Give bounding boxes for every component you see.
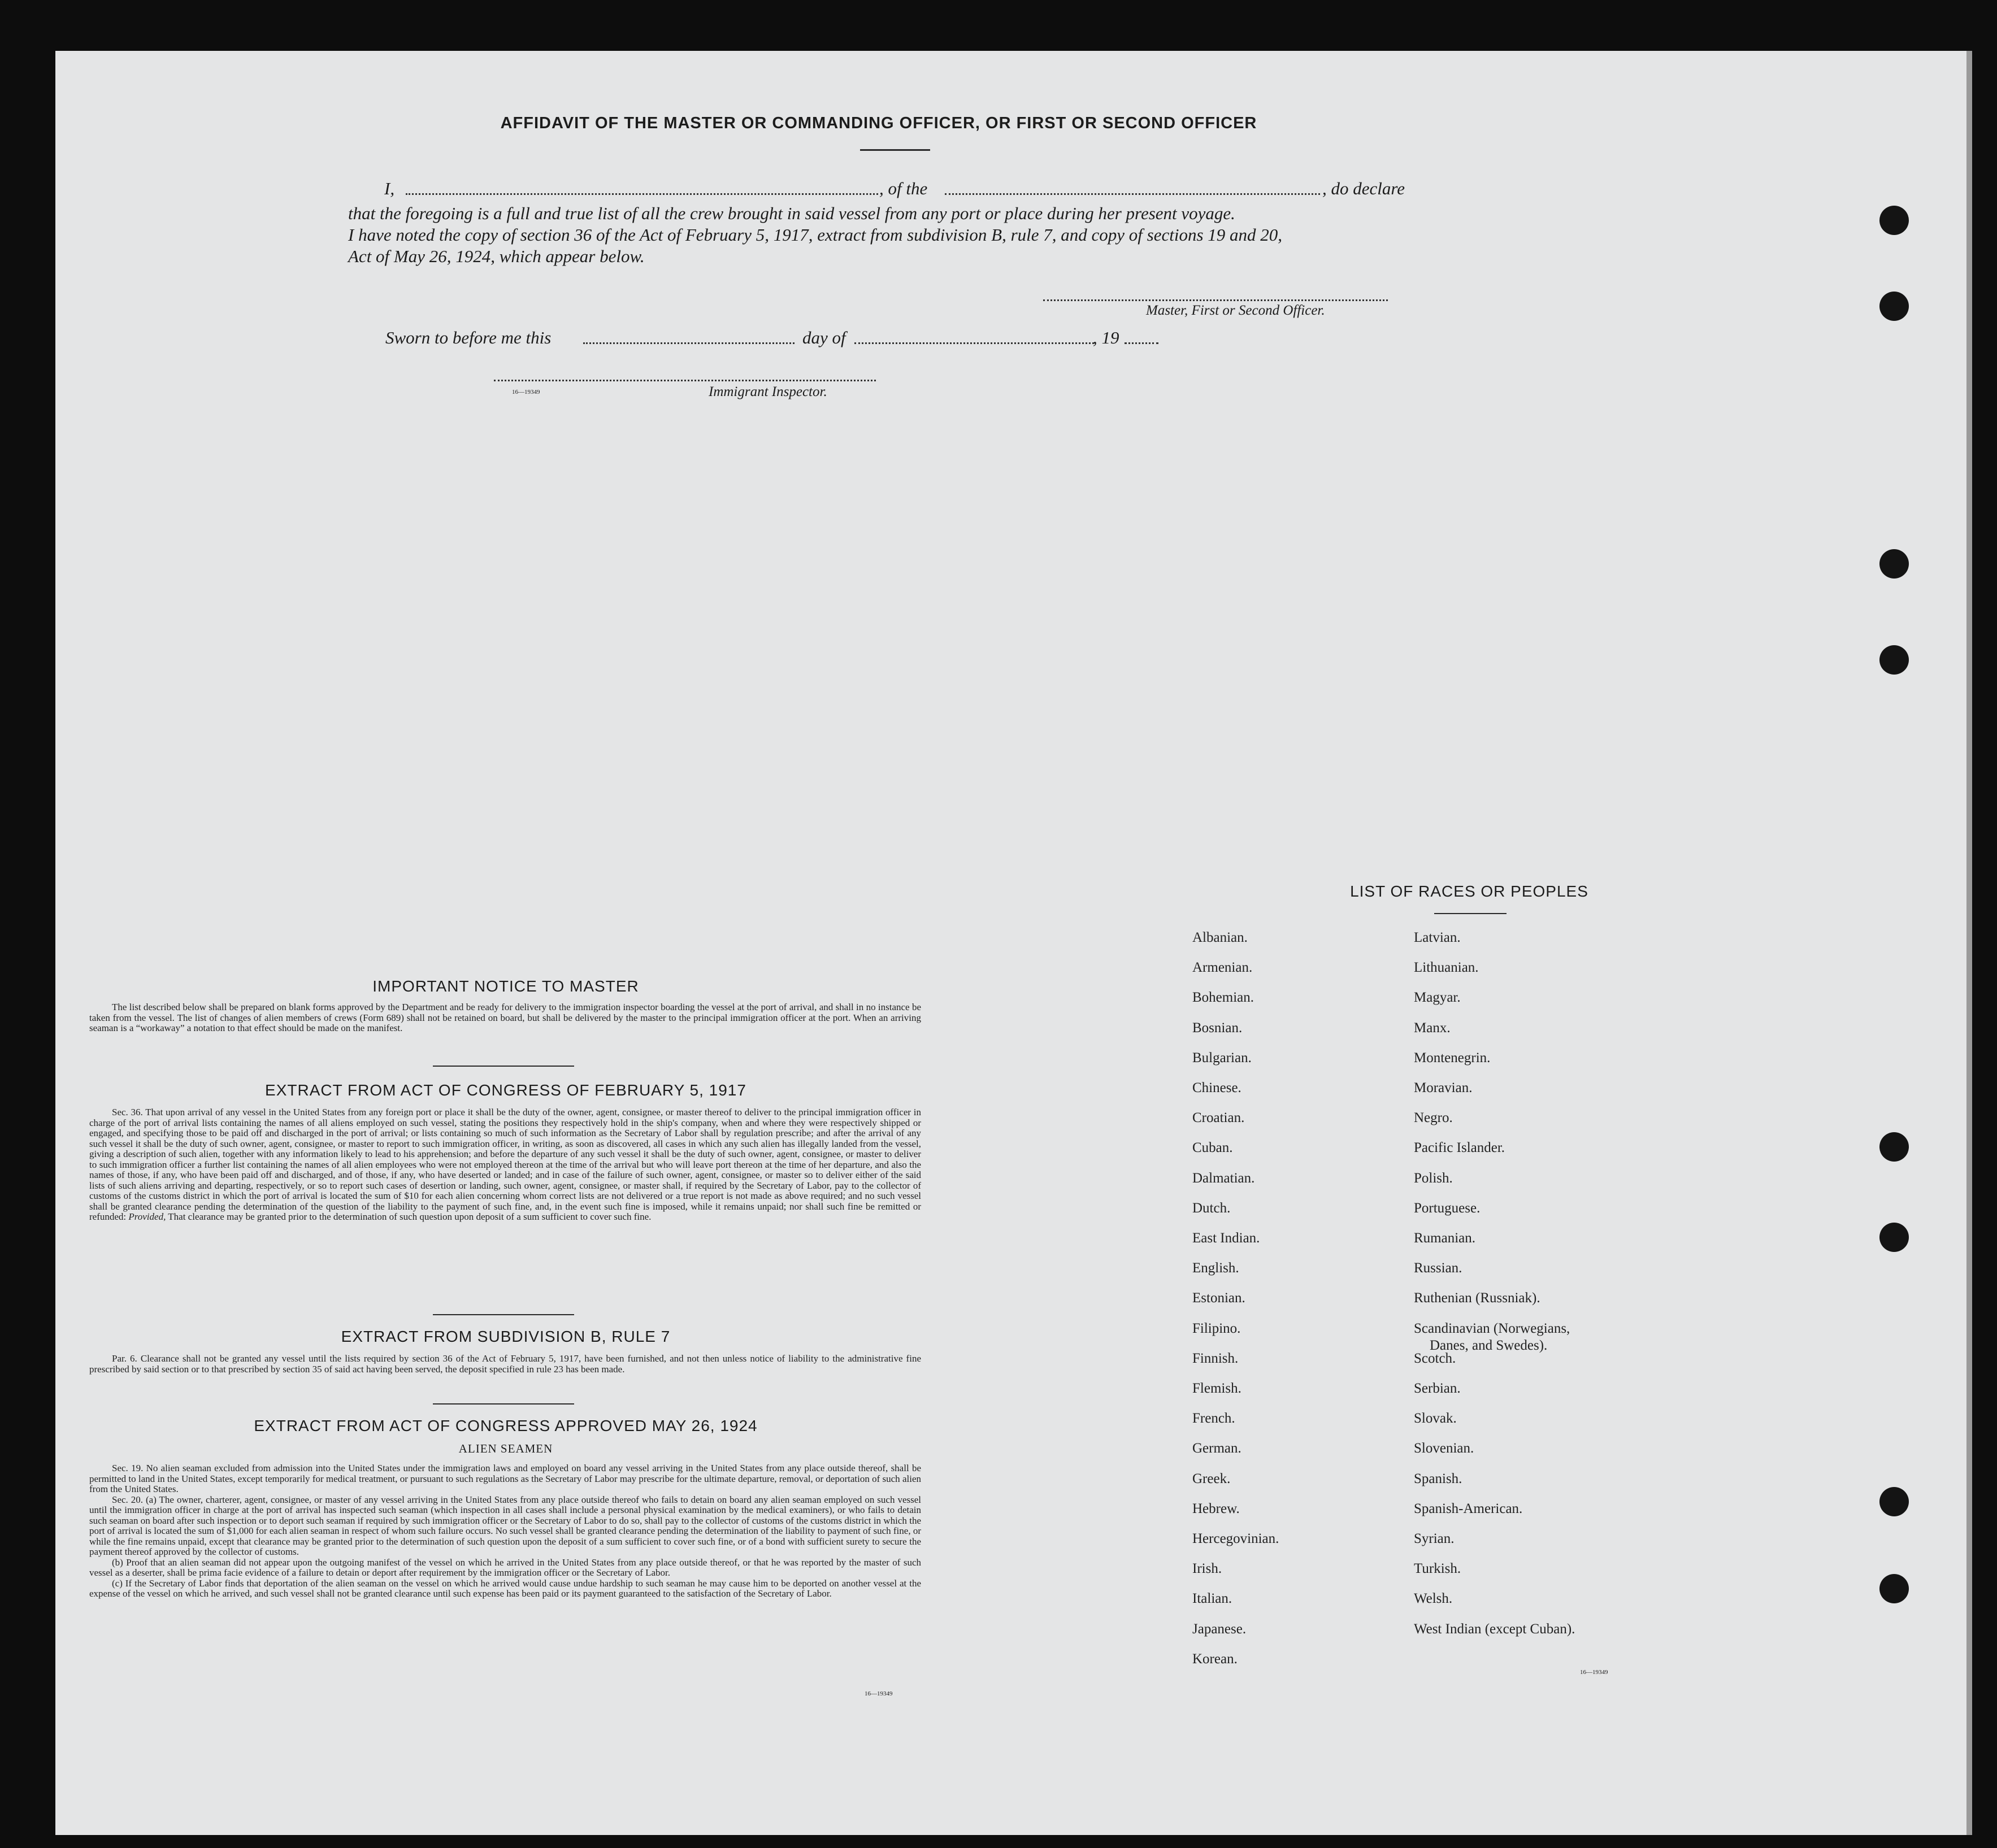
- binder-hole-icon: [1879, 1132, 1909, 1162]
- race-item: Danes, and Swedes).: [1430, 1337, 1548, 1353]
- affidavit-statement: that the foregoing is a full and true list of all the crew brought in said vessel from any port or place during her present voyage.: [348, 203, 1235, 223]
- race-item: Finnish.: [1192, 1350, 1239, 1366]
- section-divider: [433, 1403, 574, 1405]
- race-item: Syrian.: [1414, 1531, 1455, 1546]
- race-item: Rumanian.: [1414, 1230, 1476, 1246]
- race-item: Hebrew.: [1192, 1501, 1240, 1516]
- race-item: Scotch.: [1414, 1350, 1456, 1366]
- race-item: Japanese.: [1192, 1621, 1247, 1637]
- race-item: Polish.: [1414, 1170, 1453, 1186]
- race-item: Moravian.: [1414, 1080, 1473, 1095]
- binder-hole-icon: [1879, 645, 1909, 675]
- sec-20c-paragraph: (c) If the Secretary of Labor finds that deportation of the alien seaman on the vessel on which he arrived would cause undue hardship to such seaman he may cause him to be deported on another vessel at the expense of the vessel on which he arrived, and such vessel shall not be granted clearance until such expense has been paid or its payment guaranteed to the satisfaction of the Secretary of Labor.: [89, 1577, 921, 1599]
- race-item: Hercegovinian.: [1192, 1531, 1279, 1546]
- sec-36-body: That upon arrival of any vessel in the United States from any foreign port or place it shall be the duty of the owner, agent, consignee, or master thereof to deliver to the principal immigration officer in charge of the port of arrival lists containing the names of all aliens employed on such vessel, stating the positions they respectively hold in the ship's company, when and where they were respectively shipped or engaged, and specifying those to be paid off and discharged in the port of arrival; or lists containing so much of such information as the Secretary of Labor shall by regulation prescribe; and after the arrival of any such vessel it shall be the duty of such owner, agent, consignee, or master to report to such immigration officer, in writing, as soon as discovered, all cases in which any such alien has illegally landed from the vessel, giving a description of such alien, together with any information likely to lead to his apprehension; and before the departure of any such vessel it shall be the duty of such owner, agent, consignee, or master to deliver to such immigration officer a further list containing the names of all alien employees who were not employed thereon at the time of the arrival but who will leave port thereon at the time of her departure, and also the names of those, if any, who have been paid off and discharged, and of those, if any, who have deserted or landed; and in case of the failure of such owner, agent, consignee, or master so to deliver either of the said lists of such aliens arriving and departing, respectively, or so to report such cases of desertion or landing, such owner, agent, consignee, or master shall, if required by the Secretary of Labor, pay to the collector of customs of the customs district in which the port of arrival is located the sum of $10 for each alien concerning whom correct lists are not delivered or a true report is not made as above required; and no such vessel shall be granted clearance pending the determination of the question of the liability to the payment of such fine, and, in the event such fine is imposed, while it remains unpaid; nor shall such fine be remitted or refunded:: [89, 1107, 921, 1222]
- race-item: Spanish.: [1414, 1471, 1462, 1486]
- race-item: French.: [1192, 1411, 1235, 1427]
- race-item: Croatian.: [1192, 1110, 1245, 1126]
- race-item: Filipino.: [1192, 1320, 1241, 1336]
- binder-hole-icon: [1879, 206, 1909, 235]
- race-item: Portuguese.: [1414, 1200, 1481, 1216]
- race-item: Flemish.: [1192, 1381, 1241, 1396]
- race-item: Albanian.: [1192, 930, 1248, 945]
- binder-hole-icon: [1879, 1487, 1909, 1516]
- race-item: Ruthenian (Russniak).: [1414, 1290, 1540, 1306]
- race-item: Cuban.: [1192, 1140, 1233, 1156]
- master-signature-field[interactable]: [1043, 299, 1388, 301]
- races-title: LIST OF RACES OR PEOPLES: [1350, 882, 1588, 900]
- race-item: Scandinavian (Norwegians,: [1414, 1320, 1570, 1336]
- affidavit-title: AFFIDAVIT OF THE MASTER OR COMMANDING OFFICER, OR FIRST OR SECOND OFFICER: [500, 114, 1257, 132]
- section-divider: [433, 1066, 574, 1067]
- race-item: Manx.: [1414, 1020, 1451, 1036]
- sworn-day-of: day of: [802, 328, 846, 347]
- affidavit-statement: I have noted the copy of section 36 of the Act of February 5, 1917, extract from subdivision B, rule 7, and copy of sections 19 and 20,: [348, 225, 1283, 245]
- race-item: Bohemian.: [1192, 990, 1254, 1006]
- binder-hole-icon: [1879, 1223, 1909, 1252]
- race-item: Slovak.: [1414, 1411, 1457, 1427]
- race-item: Turkish.: [1414, 1561, 1461, 1577]
- section-divider: [433, 1314, 574, 1315]
- race-item: Russian.: [1414, 1260, 1462, 1276]
- sworn-prefix: Sworn to before me this: [385, 328, 552, 347]
- binder-hole-icon: [1879, 549, 1909, 579]
- sec-20b-paragraph: (b) Proof that an alien seaman did not appear upon the outgoing manifest of the vessel on which he arrived in the United States from any place outside thereof, or that he was reported by the master of such vessel as a deserter, shall be prima facie evidence of a failure to detain or deport after requirement by the immigration officer or the Secretary of Labor.: [89, 1556, 921, 1578]
- notice-paragraph: The list described below shall be prepared on blank forms approved by the Department and be ready for delivery to the immigration inspector boarding the vessel at the port of arrival, and shall in no instance be taken from the vessel. The list of changes of alien members of crews (Form 689) shall not be retained on board, but shall be delivered by the master to the principal immigration officer at the port. When an arriving seaman is a “workaway” a notation to that effect should be made on the manifest.: [89, 1002, 921, 1033]
- race-item: Negro.: [1414, 1110, 1453, 1126]
- provided-label: Provided,: [128, 1211, 166, 1222]
- inspector-signature-field[interactable]: [494, 380, 876, 381]
- sworn-day-field[interactable]: [583, 342, 795, 344]
- form-code: 16—19349: [512, 389, 540, 395]
- inspector-signature-label: Immigrant Inspector.: [709, 384, 827, 399]
- race-item: Bulgarian.: [1192, 1050, 1252, 1066]
- notice-text: [89, 1002, 921, 1034]
- race-item: East Indian.: [1192, 1230, 1260, 1246]
- name-blank-field[interactable]: [406, 193, 878, 195]
- title-divider: [860, 149, 930, 151]
- affidavit-of-the: , of the: [879, 179, 928, 198]
- race-item: Latvian.: [1414, 930, 1461, 945]
- extract-1924-text: [89, 1463, 921, 1599]
- race-item: Chinese.: [1192, 1080, 1241, 1095]
- sec-20a-paragraph: Sec. 20. (a) The owner, charterer, agent, consignee, or master of any vessel arriving in the United States from any place outside thereof who fails to detain on board any alien seaman employed on such vessel until the immigration officer in charge at the port of arrival has inspected such seaman (which inspection in all cases shall include a personal physical examination by the medical examiners), or who fails to detain such seaman on board after such inspection or to deport such seaman if required by such immigration officer or the Secretary of Labor to do so, shall pay to the collector of customs of the customs district in which the port of arrival is located the sum of $1,000 for each alien seaman in respect of whom such failure occurs. No such vessel shall be granted clearance pending the determination of the liability to payment of such fine, or while the fine remains unpaid, except that clearance may be granted prior to the determination of such question upon the deposit of a sum sufficient to cover such fine, or of a bond with sufficient surety to secure the payment thereof approved by the collector of customs.: [89, 1494, 921, 1557]
- race-item: Slovenian.: [1414, 1441, 1474, 1456]
- affidavit-statement: Act of May 26, 1924, which appear below.: [348, 246, 645, 266]
- race-item: Dalmatian.: [1192, 1170, 1255, 1186]
- race-item: German.: [1192, 1441, 1241, 1456]
- race-item: Pacific Islander.: [1414, 1140, 1505, 1156]
- sworn-year: , 19: [1093, 328, 1119, 347]
- sworn-month-field[interactable]: [854, 342, 1094, 344]
- race-item: Irish.: [1192, 1561, 1222, 1577]
- races-divider: [1434, 913, 1507, 914]
- master-signature-label: Master, First or Second Officer.: [1146, 303, 1325, 318]
- race-item: Korean.: [1192, 1651, 1238, 1667]
- race-item: Greek.: [1192, 1471, 1231, 1486]
- race-item: Estonian.: [1192, 1290, 1245, 1306]
- race-item: Magyar.: [1414, 990, 1461, 1006]
- extract-1924-title: EXTRACT FROM ACT OF CONGRESS APPROVED MAY 26, 1924: [254, 1417, 758, 1434]
- notice-title: IMPORTANT NOTICE TO MASTER: [372, 977, 639, 995]
- race-item: Spanish-American.: [1414, 1501, 1523, 1516]
- race-item: English.: [1192, 1260, 1239, 1276]
- extract-1917-text: [89, 1107, 921, 1223]
- form-code: 16—19349: [865, 1690, 893, 1697]
- extract-1917-title: EXTRACT FROM ACT OF CONGRESS OF FEBRUARY 5, 1917: [265, 1081, 746, 1099]
- sec-19-paragraph: Sec. 19. No alien seaman excluded from admission into the United States under the immigration laws and employed on board any vessel arriving in the United States from any place outside thereof, shall be permitted to land in the United States, except temporarily for medical treatment, or pursuant to such regulations as the Secretary of Labor may prescribe for the ultimate departure, removal, or deportation of such alien from the United States.: [89, 1463, 921, 1494]
- race-item: Serbian.: [1414, 1381, 1461, 1396]
- race-item: Lithuanian.: [1414, 960, 1479, 976]
- alien-seamen-subtitle: ALIEN SEAMEN: [458, 1442, 553, 1455]
- race-item: Italian.: [1192, 1591, 1232, 1607]
- race-item: Montenegrin.: [1414, 1050, 1491, 1066]
- race-item: Welsh.: [1414, 1591, 1453, 1607]
- rule7-paragraph: Par. 6. Clearance shall not be granted any vessel until the lists required by section 36 of the Act of February 5, 1917, have been furnished, and not then unless notice of liability to the administrative fine prescribed by said section or to that prescribed by section 35 of said act having been served, the deposit specified in rule 23 has been made.: [89, 1353, 921, 1375]
- binder-hole-icon: [1879, 292, 1909, 321]
- extract-rule7-title: EXTRACT FROM SUBDIVISION B, RULE 7: [341, 1328, 671, 1345]
- page-edge: [1966, 51, 1972, 1835]
- race-item: Dutch.: [1192, 1200, 1231, 1216]
- extract-rule7-text: [89, 1354, 921, 1375]
- race-item: Armenian.: [1192, 960, 1253, 976]
- vessel-blank-field[interactable]: [945, 193, 1320, 195]
- provided-text: That clearance may be granted prior to the determination of such question upon deposit of a sum sufficient to cover such fine.: [168, 1211, 652, 1222]
- affidavit-i: I,: [384, 179, 395, 198]
- binder-hole-icon: [1879, 1574, 1909, 1603]
- affidavit-declare: , do declare: [1322, 179, 1405, 198]
- sworn-year-field[interactable]: [1125, 342, 1158, 344]
- race-item: West Indian (except Cuban).: [1414, 1621, 1575, 1637]
- race-item: Bosnian.: [1192, 1020, 1243, 1036]
- sec-36-label: Sec. 36.: [112, 1107, 143, 1118]
- form-code: 16—19349: [1580, 1669, 1608, 1676]
